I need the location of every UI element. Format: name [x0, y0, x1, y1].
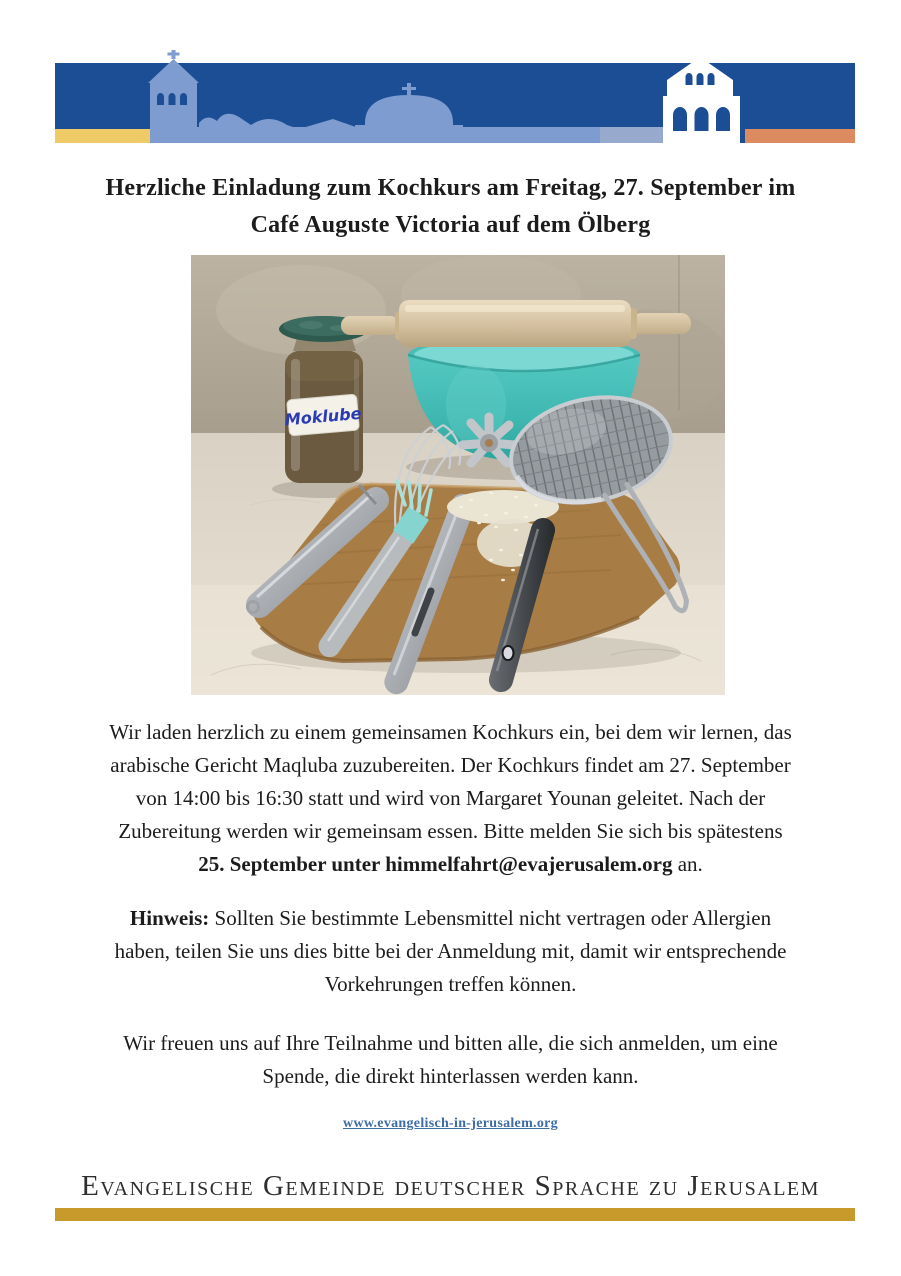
banner-yellow-stripe	[55, 129, 150, 143]
intro-paragraph	[48, 716, 853, 881]
hinweis-line-2: haben, teilen Sie uns dies bitte bei der Anmeldung mit, damit wir entsprechende	[114, 939, 787, 963]
white-church-icon	[663, 48, 740, 143]
footer-gold-bar	[55, 1208, 855, 1221]
hinweis-line-3: Vorkehrungen treffen können.	[324, 972, 577, 996]
title-line-2: Café Auguste Victoria auf dem Ölberg	[250, 212, 651, 238]
kitchen-utensils-photo	[191, 255, 725, 695]
intro-line-3: von 14:00 bis 16:30 statt und wird von Margaret Younan geleitet. Nach der	[135, 786, 766, 810]
tower-windows	[157, 93, 187, 105]
closing-line-2: Spende, die direkt hinterlassen werden kann.	[262, 1064, 639, 1088]
registration-deadline-email: 25. September unter himmelfahrt@evajerusalem.org	[198, 852, 673, 876]
hinweis-line-1: Hinweis: Sollten Sie bestimmte Lebensmittel nicht vertragen oder Allergien	[129, 906, 772, 930]
banner-ground-strip	[600, 127, 663, 143]
website-link-row	[0, 1114, 901, 1132]
intro-line-5: 25. September unter himmelfahrt@evajerusalem.org an.	[198, 852, 703, 876]
title-line-1: Herzliche Einladung zum Kochkurs am Freitag, 27. September im	[105, 175, 796, 201]
intro-line-4: Zubereitung werden wir gemeinsam essen. Bitte melden Sie sich bis spätestens	[118, 819, 783, 843]
jar-label-text: Moklube	[284, 403, 363, 430]
page-title	[40, 170, 861, 244]
footer-organization-name: Evangelische Gemeinde deutscher Sprache zu Jerusalem	[81, 1170, 820, 1202]
intro-line-2: arabische Gericht Maqluba zuzubereiten. Der Kochkurs findet am 27. September	[110, 753, 791, 777]
closing-paragraph	[48, 1027, 853, 1093]
closing-line-1: Wir freuen uns auf Ihre Teilnahme und bitten alle, die sich anmelden, um eine	[123, 1031, 778, 1055]
header-banner	[55, 48, 855, 143]
website-link[interactable]: www.evangelisch-in-jerusalem.org	[343, 1116, 558, 1131]
banner-orange-stripe	[745, 129, 855, 143]
hinweis-label: Hinweis:	[129, 906, 210, 930]
jar-label	[283, 394, 363, 437]
intro-line-1: Wir laden herzlich zu einem gemeinsamen Kochkurs ein, bei dem wir lernen, das	[109, 720, 792, 744]
hinweis-paragraph	[48, 902, 853, 1001]
